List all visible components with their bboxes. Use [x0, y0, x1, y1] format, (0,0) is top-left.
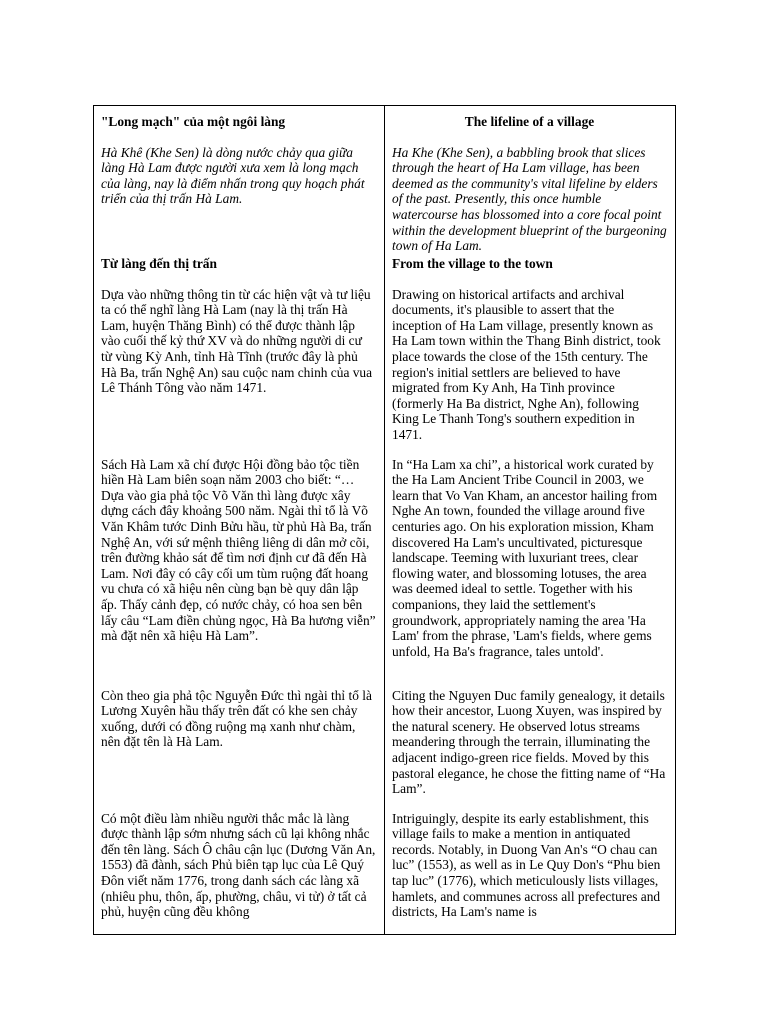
english-paragraph: In “Ha Lam xa chi”, a historical work curated by the Ha Lam Ancient Tribe Council in 2003, we learn that Vo Van Kham, an ancestor hailing from Nghe An town, founded the village around five centuries ago. On his exploration mission, Kham discovered Ha Lam's uncultivated, picturesque landscape. Teeming with luxuriant trees, clear flowing water, and blossoming lotuses, the area was deemed ideal to settle. Together with his companions, they laid the settlement's groundwork, appropriately naming the area 'Ha Lam' from the phrase, 'Lam's fields, where gems unfold, Ha Ba's fragrance, tales untold'. — [392, 456, 658, 659]
english-paragraph: Citing the Nguyen Duc family genealogy, it details how their ancestor, Luong Xuyen, was inspired by the natural scenery. He observed lotus streams meandering through the terrain, illuminating the adjacent indigo-green rice fields. Moved by this pastoral elegance, he chose the fitting name of “Ha Lam”. — [392, 687, 666, 797]
vietnamese-column — [94, 106, 385, 934]
english-section-heading: From the village to the town — [392, 255, 553, 271]
bilingual-table — [93, 105, 676, 935]
vietnamese-paragraph: Dựa vào những thông tin từ các hiện vật và tư liệu ta có thể nghĩ làng Hà Lam (nay là thị trấn Hà Lam, huyện Thăng Bình) có thể được thành lập vào cuối thế kỷ thứ XV và do những người di cư từ vùng Kỳ Anh, tỉnh Hà Tĩnh (trước đây là phủ Hà Ba, trấn Nghệ An) sau cuộc nam chinh của vua Lê Thánh Tông vào năm 1471. — [101, 286, 373, 396]
english-title: The lifeline of a village — [464, 114, 595, 129]
vietnamese-title: "Long mạch" của một ngôi làng — [101, 114, 286, 129]
vietnamese-paragraph: Còn theo gia phả tộc Nguyễn Đức thì ngài thỉ tổ là Lương Xuyên hầu thấy trên đất có khe sen chảy xuống, dưới có đồng ruộng mạ xanh như chàm, nên đặt tên là Hà Lam. — [101, 687, 372, 750]
english-column — [385, 106, 675, 934]
vietnamese-section-heading: Từ làng đến thị trấn — [101, 255, 217, 271]
english-intro: Ha Khe (Khe Sen), a babbling brook that slices through the heart of Ha Lam village, has been deemed as the community's vital lifeline by elders of the past. Presently, this once humble watercourse has blossomed into a core focal point within the development blueprint of the burgeoning town of Ha Lam. — [392, 144, 667, 254]
vietnamese-paragraph: Có một điều làm nhiều người thắc mắc là làng được thành lập sớm nhưng sách cũ lại không nhắc đến tên làng. Sách Ô châu cận lục (Dương Văn An, 1553) đã đành, sách Phủ biên tạp lục của Lê Quý Đôn viết năm 1776, trong danh sách các làng xã (nhiêu phu, thôn, ấp, phường, châu, vi tử) ở tất cả phủ, huyện cũng đều không — [101, 810, 376, 920]
vietnamese-intro: Hà Khê (Khe Sen) là dòng nước chảy qua giữa làng Hà Lam được người xưa xem là long mạch của làng, nay là điểm nhấn trong quy hoạch phát triển của thị trấn Hà Lam. — [101, 144, 365, 207]
english-paragraph: Drawing on historical artifacts and archival documents, it's plausible to assert that the inception of Ha Lam village, presently known as Ha Lam town within the Thang Binh district, took place towards the close of the 15th century. The region's initial settlers are believed to have migrated from Ky Anh, Ha Tinh province (formerly Ha Ba district, Nghe An), following King Le Thanh Tong's southern expedition in 1471. — [392, 286, 661, 442]
vietnamese-paragraph: Sách Hà Lam xã chí được Hội đồng bảo tộc tiền hiền Hà Lam biên soạn năm 2003 cho biết: “… Dựa vào gia phả tộc Võ Văn thì làng được xây dựng cách đây khoảng 500 năm. Ngài thỉ tổ là Võ Văn Khâm tước Dinh Bửu hầu, từ phủ Hà Ba, trấn Nghệ An, với sứ mệnh thiêng liêng di dân mở cõi, trên đường khảo sát để tìm nơi định cư đã đến Hà Lam. Nơi đây có cây cối um tùm ruộng đất hoang vu chưa có xã hiệu nên cùng bạn bè quy dân lập ấp. Thấy cảnh đẹp, có nước chảy, có hoa sen bên lấy câu “Lam điền chủng ngọc, Hà Ba hương viễn” mà đặt nên xã hiệu Hà Lam”. — [101, 456, 376, 644]
english-paragraph: Intriguingly, despite its early establishment, this village fails to make a mention in antiquated records. Notably, in Duong Van An's “O chau can luc” (1553), as well as in Le Quy Don's “Phu bien tap luc” (1776), which meticulously lists villages, hamlets, and communes across all prefectures and districts, Ha Lam's name is — [392, 810, 661, 920]
